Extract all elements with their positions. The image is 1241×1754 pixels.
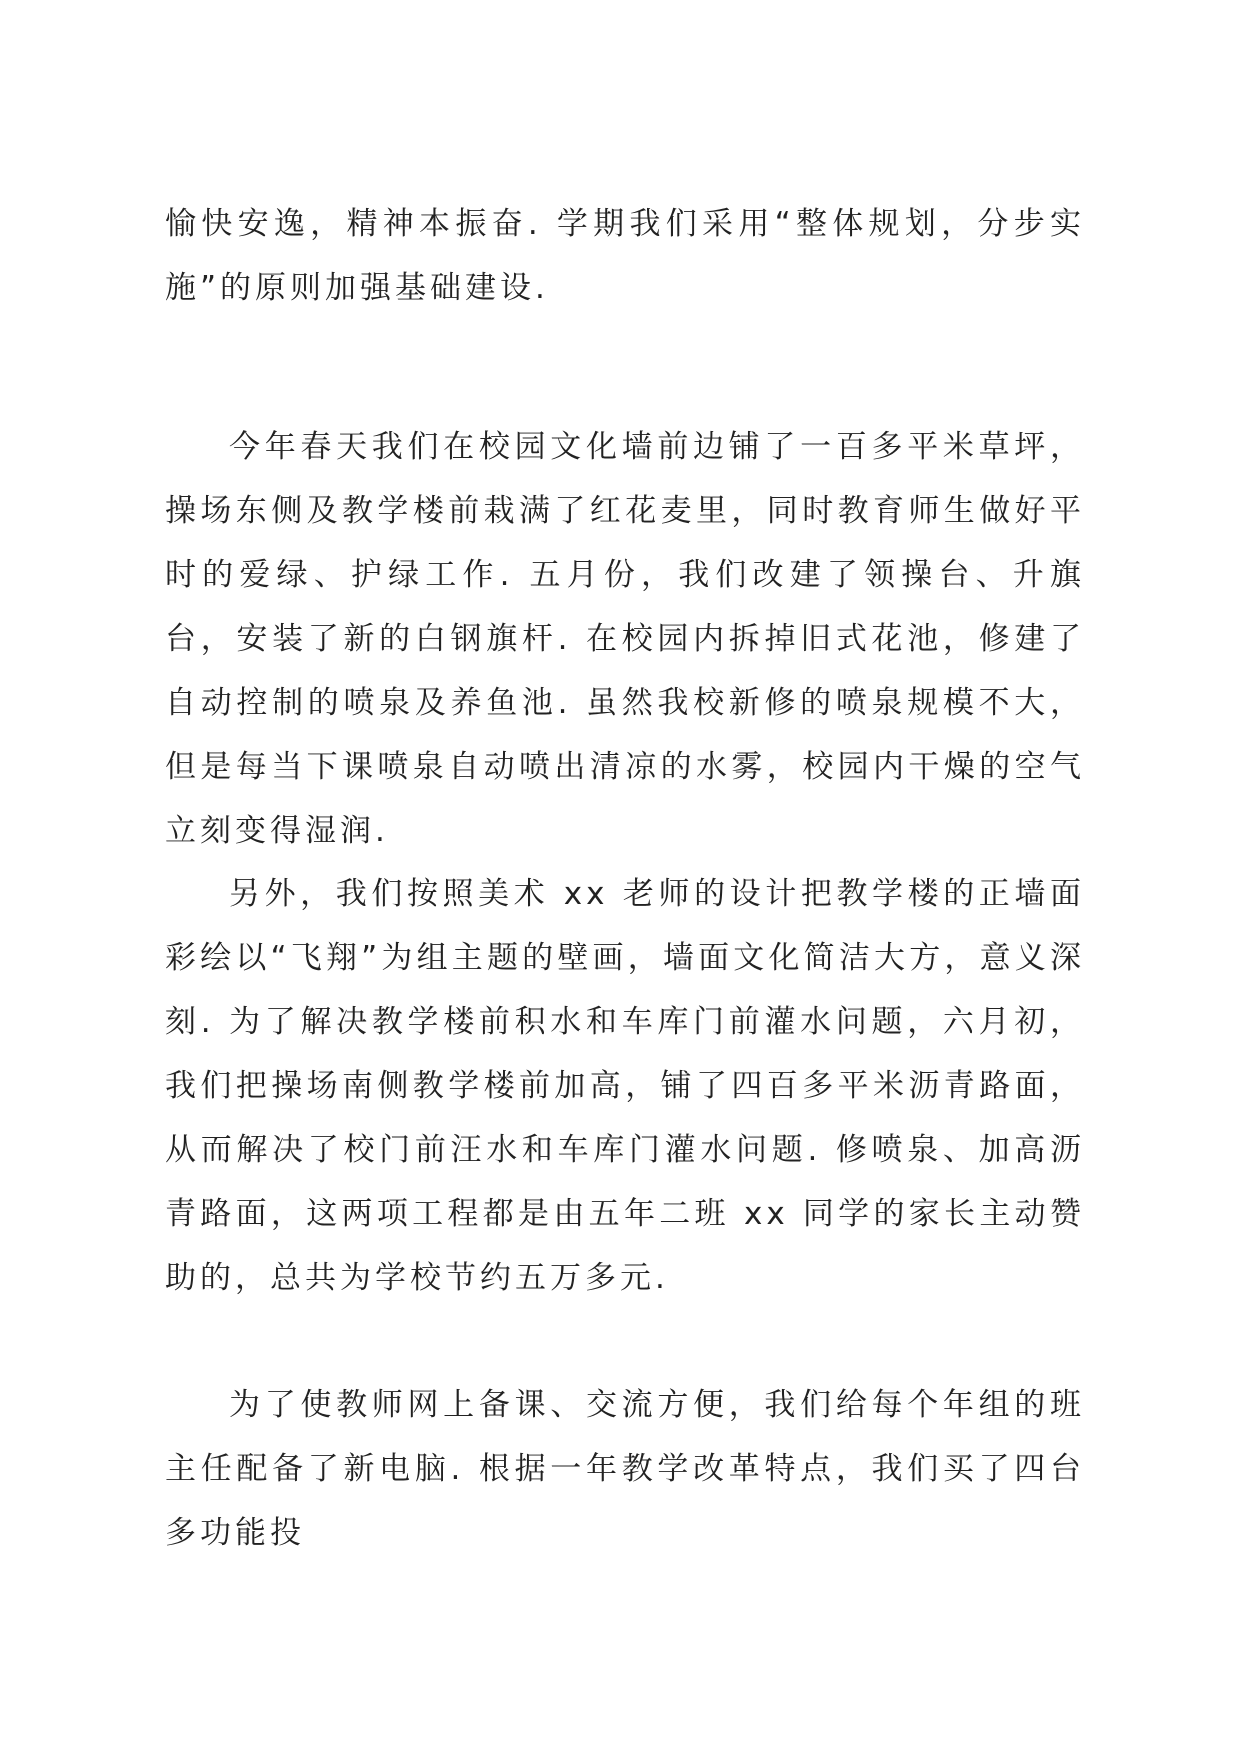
paragraph-4: 为了使教师网上备课、交流方便，我们给每个年组的班主任配备了新电脑. 根据一年教学改革特点，我们买了四台多功能投	[165, 1387, 1085, 1551]
paragraph-3: 另外，我们按照美术 xx 老师的设计把教学楼的正墙面彩绘以“飞翔”为组主题的壁画，墙面文化简洁大方，意义深刻. 为了解决教学楼前积水和车库门前灌水问题，六月初，我们把操场南侧教学楼前加高，铺了四百多平米沥青路面，从而解决了校门前汪水和车库门灌水问题. 修喷泉、加高沥青路面，这两项工程都是由五年二班 xx 同学的家长主动赞助的，总共为学校节约五万多元.	[165, 876, 1085, 1296]
paragraph-2: 今年春天我们在校园文化墙前边铺了一百多平米草坪，操场东侧及教学楼前栽满了红花麦里，同时教育师生做好平时的爱绿、护绿工作. 五月份，我们改建了领操台、升旗台，安装了新的白钢旗杆. 在校园内拆掉旧式花池，修建了自动控制的喷泉及养鱼池. 虽然我校新修的喷泉规模不大，但是每当下课喷泉自动喷出清凉的水雾，校园内干燥的空气立刻变得湿润.	[165, 429, 1085, 849]
paragraph-1: 愉快安逸，精神本振奋. 学期我们采用“整体规划，分步实施”的原则加强基础建设.	[165, 206, 1085, 306]
